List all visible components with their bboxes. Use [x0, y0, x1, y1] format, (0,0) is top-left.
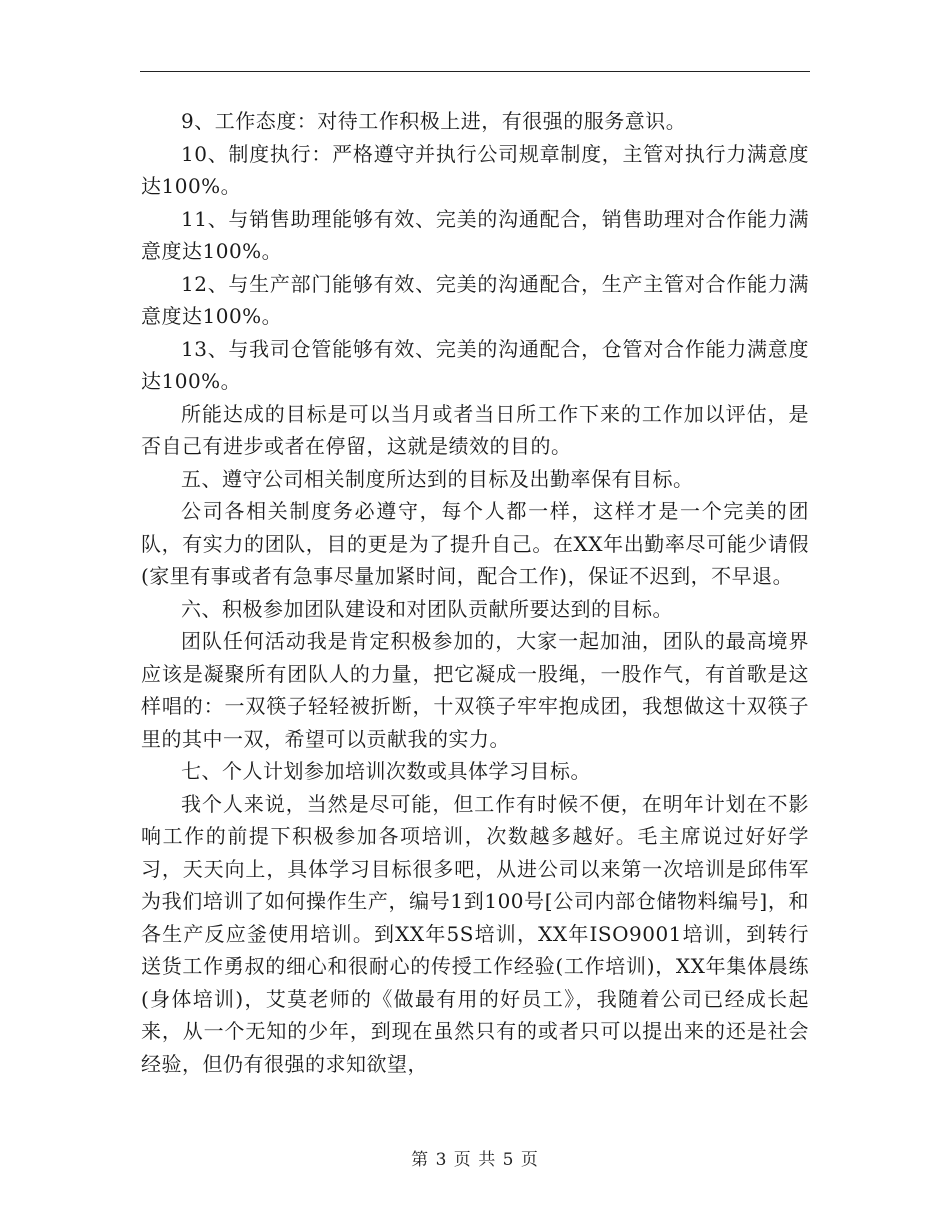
section-heading-5: 五、遵守公司相关制度所达到的目标及出勤率保有目标。: [181, 466, 694, 491]
paragraph-evaluation: 所能达成的目标是可以当月或者当日所工作下来的工作加以评估，是否自己有进步或者在停留，这就是绩效的目的。: [141, 401, 809, 458]
document-body: [141, 105, 809, 1080]
section-heading-7: 七、个人计划参加培训次数或具体学习目标。: [181, 759, 591, 783]
section-heading-6: 六、积极参加团队建设和对团队贡献所要达到的目标。: [181, 596, 673, 621]
paragraph-item-13: 13、与我司仓管能够有效、完美的沟通配合，仓管对合作能力满意度达100%。: [141, 336, 809, 393]
paragraph-item-9: 9、工作态度：对待工作积极上进，有很强的服务意识。: [181, 109, 687, 133]
paragraph-attendance: 公司各相关制度务必遵守，每个人都一样，这样才是一个完美的团队，有实力的团队，目的更是为了提升自己。在XX年出勤率尽可能少请假(家里有事或者有急事尽量加紧时间，配合工作)，保证不迟到，不早退。: [141, 499, 809, 588]
paragraph-item-12: 12、与生产部门能够有效、完美的沟通配合，生产主管对合作能力满意度达100%。: [141, 271, 809, 328]
paragraph-training: 我个人来说，当然是尽可能，但工作有时候不便，在明年计划在不影响工作的前提下积极参加各项培训，次数越多越好。毛主席说过好好学习，天天向上，具体学习目标很多吧，从进公司以来第一次培训是邱伟军为我们培训了如何操作生产，编号1到100号[公司内部仓储物料编号]，和各生产反应釜使用培训。到XX年5S培训，XX年ISO9001培训，到转行送货工作勇叔的细心和很耐心的传授工作经验(工作培训)，XX年集体晨练(身体培训)，艾莫老师的《做最有用的好员工》，我随着公司已经成长起来，从一个无知的少年，到现在虽然只有的或者只可以提出来的还是社会经验，但仍有很强的求知欲望，: [141, 791, 809, 1076]
paragraph-item-10: 10、制度执行：严格遵守并执行公司规章制度，主管对执行力满意度达100%。: [141, 141, 809, 198]
header-rule: [140, 71, 810, 72]
page-number-footer: 第 3 页 共 5 页: [411, 1150, 539, 1170]
paragraph-item-11: 11、与销售助理能够有效、完美的沟通配合，销售助理对合作能力满意度达100%。: [141, 206, 809, 263]
paragraph-team: 团队任何活动我是肯定积极参加的，大家一起加油，团队的最高境界应该是凝聚所有团队人的力量，把它凝成一股绳，一股作气，有首歌是这样唱的：一双筷子轻轻被折断，十双筷子牢牢抱成团，我想做这十双筷子里的其中一双，希望可以贡献我的实力。: [141, 629, 809, 751]
